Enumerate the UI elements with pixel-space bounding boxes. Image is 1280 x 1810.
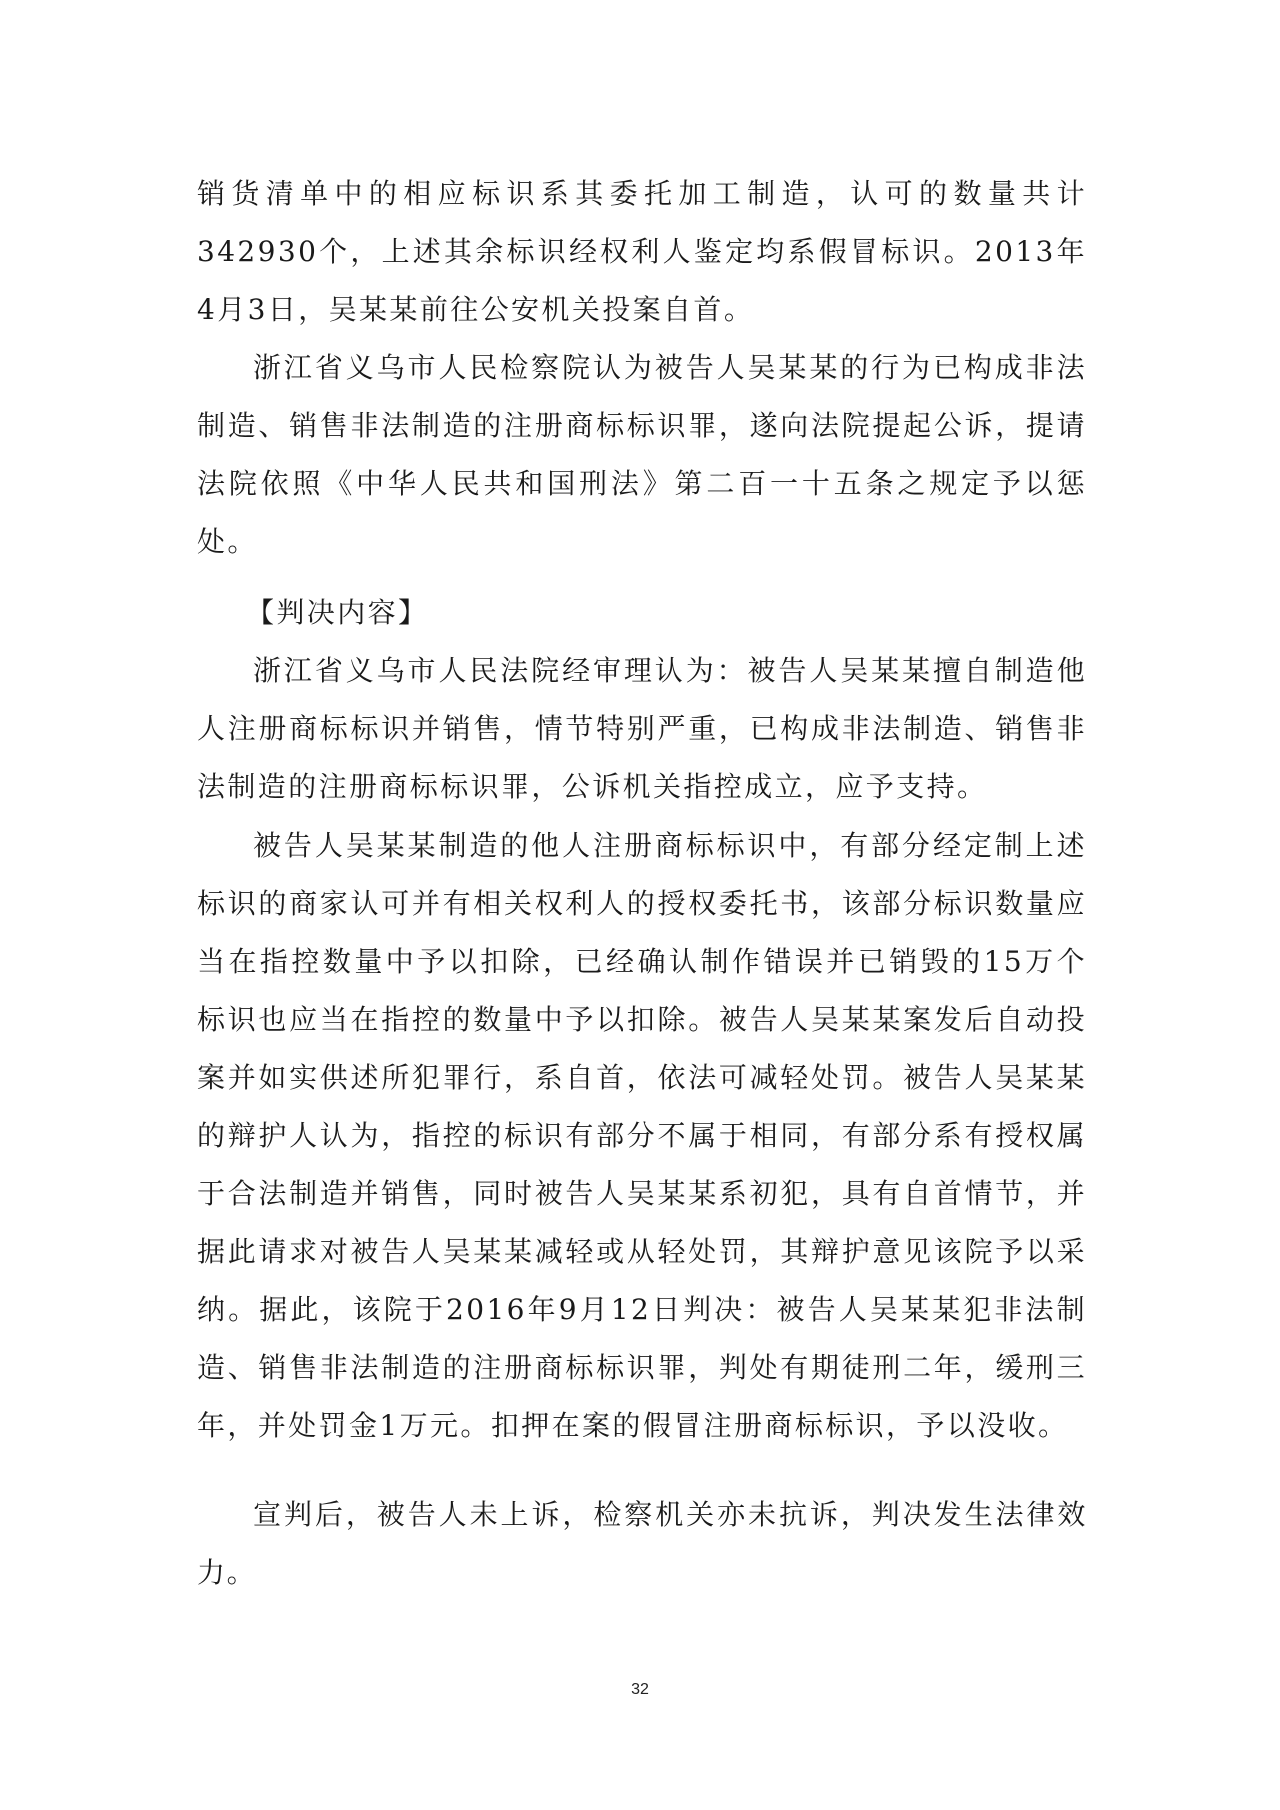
- paragraph-verdict-effect: 宣判后，被告人未上诉，检察机关亦未抗诉，判决发生法律效力。: [197, 1498, 1087, 1589]
- paragraph-court-finding: 浙江省义乌市人民法院经审理认为：被告人吴某某擅自制造他人注册商标标识并销售，情节特别严重，已构成非法制造、销售非法制造的注册商标标识罪，公诉机关指控成立，应予支持。: [197, 654, 1087, 803]
- paragraph-judgment-detail: 被告人吴某某制造的他人注册商标标识中，有部分经定制上述标识的商家认可并有相关权利人的授权委托书，该部分标识数量应当在指控数量中予以扣除，已经确认制作错误并已销毁的15万个标识也应当在指控的数量中予以扣除。被告人吴某某案发后自动投案并如实供述所犯罪行，系自首，依法可减轻处罚。被告人吴某某的辩护人认为，指控的标识有部分不属于相同，有部分系有授权属于合法制造并销售，同时被告人吴某某系初犯，具有自首情节，并据此请求对被告人吴某某减轻或从轻处罚，其辩护意见该院予以采纳。据此，该院于2016年9月12日判决：被告人吴某某犯非法制造、销售非法制造的注册商标标识罪，判处有期徒刑二年，缓刑三年，并处罚金1万元。扣押在案的假冒注册商标标识，予以没收。: [197, 829, 1087, 1442]
- page-number: 32: [631, 1681, 649, 1698]
- section-heading: 【判决内容】: [246, 596, 429, 629]
- paragraph-case-facts: 销货清单中的相应标识系其委托加工制造，认可的数量共计342930个，上述其余标识经权利人鉴定均系假冒标识。2013年4月3日，吴某某前往公安机关投案自首。: [197, 177, 1087, 326]
- paragraph-prosecution: 浙江省义乌市人民检察院认为被告人吴某某的行为已构成非法制造、销售非法制造的注册商标标识罪，遂向法院提起公诉，提请法院依照《中华人民共和国刑法》第二百一十五条之规定予以惩处。: [197, 351, 1087, 558]
